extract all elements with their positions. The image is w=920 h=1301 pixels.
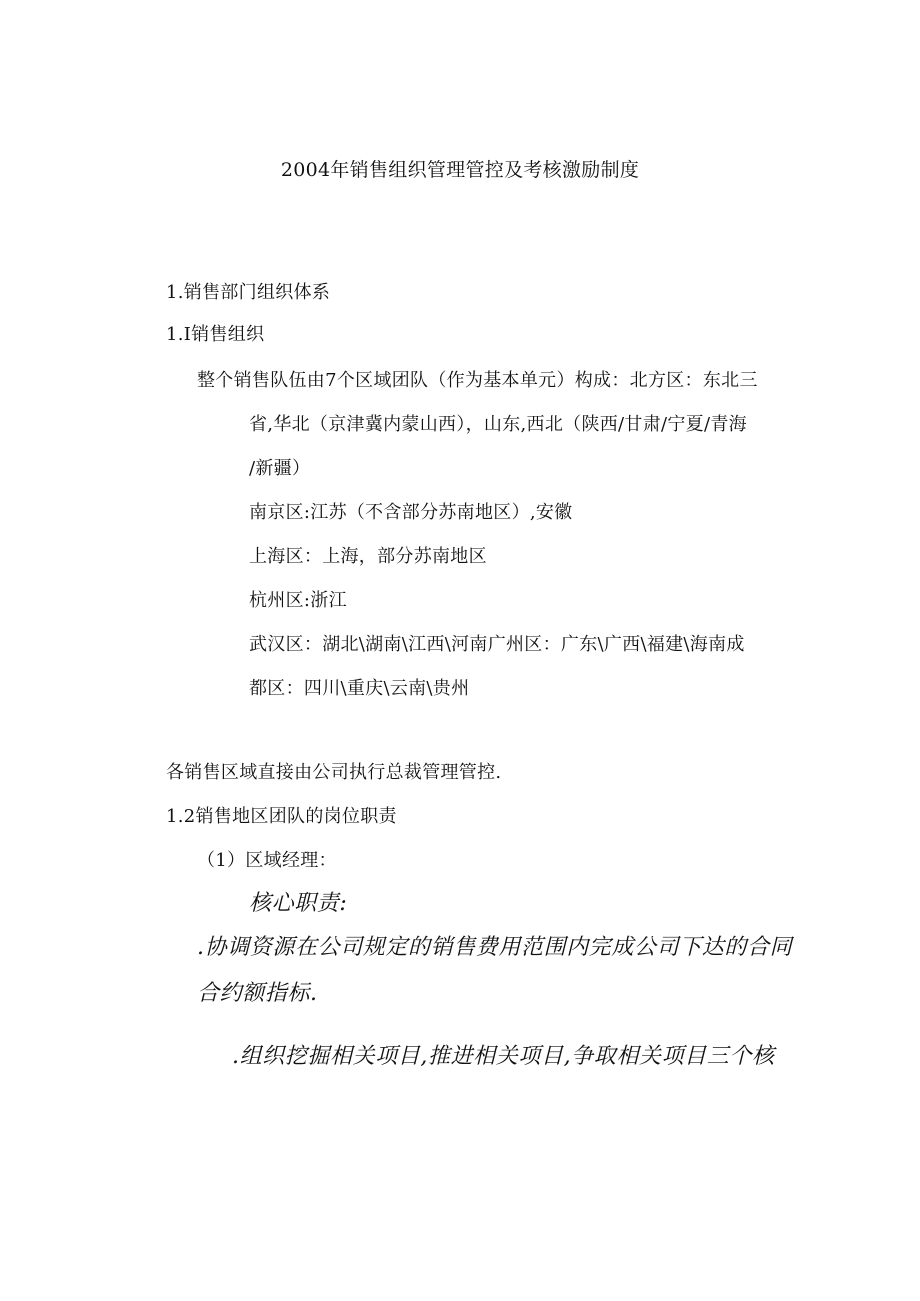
section-1-1-heading: 1.I销售组织 [166, 324, 265, 345]
team-intro-line-3: /新疆） [249, 458, 311, 479]
team-intro-line-2: 省,华北（京津冀内蒙山西），山东,西北（陕西/甘肃/宁夏/青海 [249, 414, 747, 435]
duty-2-line-1: .组织挖掘相关项目,推进相关项目,争取相关项目三个核 [232, 1044, 775, 1069]
region-hangzhou: 杭州区:浙江 [249, 590, 347, 611]
core-duties-label: 核心职责: [249, 891, 348, 916]
section-1-2-heading: 1.2销售地区团队的岗位职责 [166, 806, 397, 827]
management-note: 各销售区域直接由公司执行总裁管理管控. [166, 762, 502, 783]
region-wuhan-guangzhou: 武汉区：湖北\湖南\江西\河南广州区：广东\广西\福建\海南成 [249, 634, 745, 655]
region-chengdu: 都区：四川\重庆\云南\贵州 [249, 678, 470, 699]
region-nanjing: 南京区:江苏（不含部分苏南地区）,安徽 [249, 502, 573, 523]
section-1-heading: 1.销售部门组织体系 [166, 282, 331, 303]
duty-1-line-1: .协调资源在公司规定的销售费用范围内完成公司下达的合同 [197, 935, 793, 960]
role-regional-manager: （1）区域经理： [197, 850, 337, 871]
region-shanghai: 上海区：上海，部分苏南地区 [249, 546, 487, 567]
document-title: 2004年销售组织管理管控及考核激励制度 [280, 159, 640, 181]
team-intro-line-1: 整个销售队伍由7个区域团队（作为基本单元）构成：北方区：东北三 [197, 370, 758, 391]
duty-1-line-2: 合约额指标. [197, 981, 318, 1006]
